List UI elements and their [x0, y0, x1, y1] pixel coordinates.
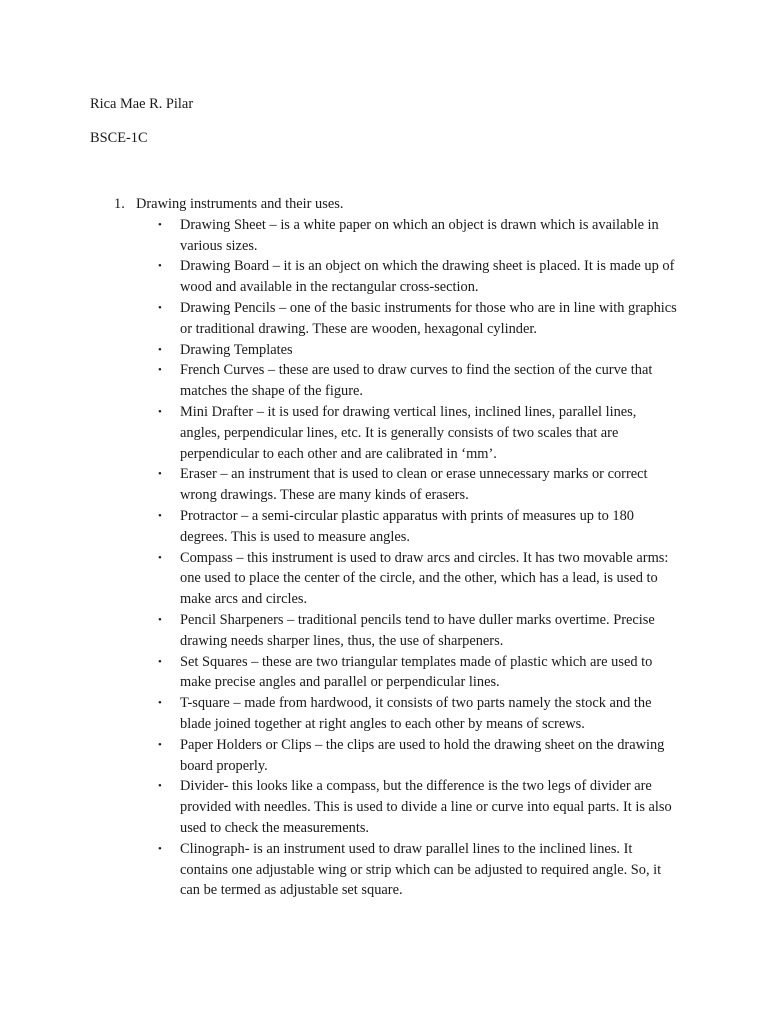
bullet-icon: •: [158, 780, 162, 793]
list-item: [136, 693, 680, 735]
list-item-text: Drawing Pencils – one of the basic instruments for those who are in line with graphics or traditional drawing. These are wooden, hexagonal cylinder.: [180, 299, 677, 337]
list-item: [136, 360, 680, 402]
list-item: [136, 839, 680, 901]
bullet-icon: •: [158, 655, 162, 668]
list-item: [136, 776, 680, 838]
list-item-text: Set Squares – these are two triangular templates made of plastic which are used to make precise angles and parallel or perpendicular lines.: [180, 653, 653, 691]
list-item-text: T-square – made from hardwood, it consists of two parts namely the stock and the blade joined together at right angles to each other by means of screws.: [180, 695, 652, 732]
bullet-icon: •: [158, 364, 162, 377]
course-section: BSCE-1C: [90, 130, 148, 146]
bullet-icon: •: [158, 697, 162, 710]
numbered-item-1: [90, 194, 690, 901]
list-item-text: Pencil Sharpeners – traditional pencils tend to have duller marks overtime. Precise drawing needs sharper lines, thus, the use of sharpeners.: [180, 611, 655, 649]
list-item-text: Mini Drafter – it is used for drawing vertical lines, inclined lines, parallel lines, angles, perpendicular lines, etc. It is generally consists of two scales that are perpendicular to each other and are calibrated in ‘mm’.: [180, 403, 637, 462]
list-item-text: French Curves – these are used to draw curves to find the section of the curve that matches the shape of the figure.: [180, 362, 653, 400]
bullet-list: [136, 215, 690, 901]
bullet-icon: •: [158, 468, 162, 481]
bullet-icon: •: [158, 551, 162, 564]
bullet-icon: •: [158, 842, 162, 855]
numbered-list: [90, 194, 690, 901]
list-item-text: Compass – this instrument is used to draw arcs and circles. It has two movable arms: one used to place the center of the circle, and the other, which has a lead, is used to make arcs and circles.: [180, 549, 669, 608]
bullet-icon: •: [158, 301, 162, 314]
list-item-text: Paper Holders or Clips – the clips are used to hold the drawing sheet on the drawing board properly.: [180, 736, 665, 774]
bullet-icon: •: [158, 260, 162, 273]
author-name: Rica Mae R. Pilar: [90, 96, 194, 112]
list-item: [136, 215, 680, 257]
list-item: [136, 340, 680, 361]
list-item: [136, 506, 680, 548]
item-number: 1.: [114, 196, 125, 212]
list-item: [136, 652, 680, 694]
list-item-text: Drawing Templates: [180, 341, 293, 358]
list-item: [136, 464, 680, 506]
bullet-icon: •: [158, 218, 162, 231]
list-heading: Drawing instruments and their uses.: [136, 196, 344, 212]
bullet-icon: •: [158, 343, 162, 356]
list-item: [136, 548, 680, 610]
list-item: [136, 610, 680, 652]
bullet-icon: •: [158, 405, 162, 418]
list-item-text: Eraser – an instrument that is used to clean or erase unnecessary marks or correct wrong drawings. These are many kinds of erasers.: [180, 466, 648, 504]
list-item: [136, 735, 680, 777]
list-item: [136, 402, 680, 464]
bullet-icon: •: [158, 509, 162, 522]
list-item-text: Clinograph- is an instrument used to draw parallel lines to the inclined lines. It contains one adjustable wing or strip which can be adjusted to required angle. So, it can be termed as adjustable set square.: [180, 840, 662, 899]
list-item-text: Protractor – a semi-circular plastic apparatus with prints of measures up to 180 degrees. This is used to measure angles.: [180, 507, 634, 545]
list-item-text: Drawing Board – it is an object on which the drawing sheet is placed. It is made up of wood and available in the rectangular cross-section.: [180, 258, 675, 296]
list-item: [136, 256, 680, 298]
list-item-text: Drawing Sheet – is a white paper on which an object is drawn which is available in various sizes.: [180, 216, 659, 254]
bullet-icon: •: [158, 738, 162, 751]
list-item: [136, 298, 680, 340]
list-item-text: Divider- this looks like a compass, but the difference is the two legs of divider are provided with needles. This is used to divide a line or curve into equal parts. It is also used to check the measurements.: [180, 778, 672, 836]
bullet-icon: •: [158, 613, 162, 626]
